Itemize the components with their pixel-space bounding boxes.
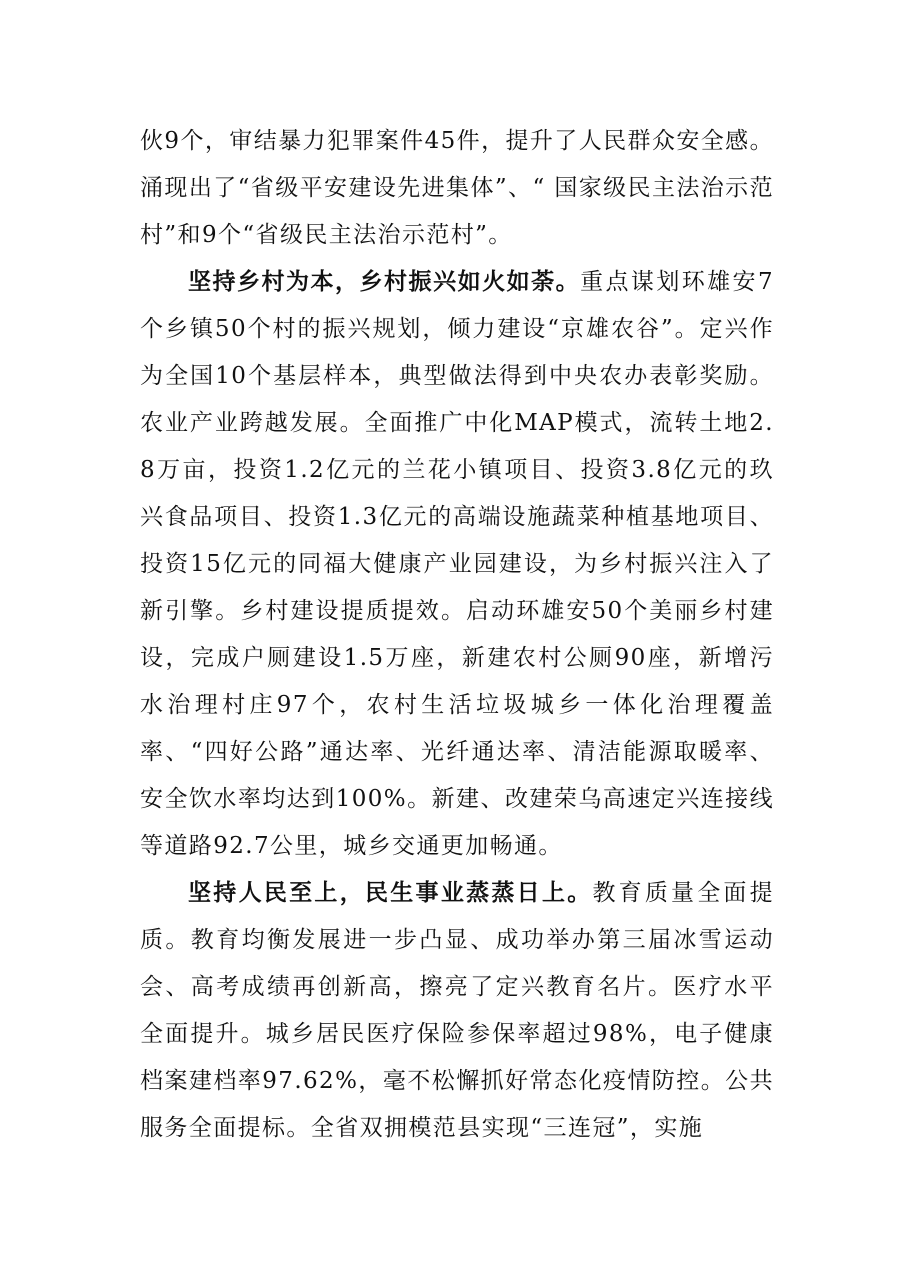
paragraph-continued — [140, 118, 774, 259]
document-body — [140, 118, 774, 1152]
paragraph-lead: 坚持人民至上，民生事业蒸蒸日上。 — [188, 880, 593, 906]
paragraph-body: 伙9个，审结暴力犯罪案件45件，提升了人民群众安全感。涌现出了“省级平安建设先进集体”、“ 国家级民主法治示范村”和9个“省级民主法治示范村”。 — [140, 128, 774, 248]
paragraph-body: 重点谋划环雄安7个乡镇50个村的振兴规划，倾力建设“京雄农谷”。定兴作为全国10个基层样本，典型做法得到中央农办表彰奖励。农业产业跨越发展。全面推广中化MAP模式，流转土地2.8万亩，投资1.2亿元的兰花小镇项目、投资3.8亿元的玖兴食品项目、投资1.3亿元的高端设施蔬菜种植基地项目、投资15亿元的同福大健康产业园建设，为乡村振兴注入了新引擎。乡村建设提质提效。启动环雄安50个美丽乡村建设，完成户厕建设1.5万座，新建农村公厕90座，新增污水治理村庄97个，农村生活垃圾城乡一体化治理覆盖率、“四好公路”通达率、光纤通达率、清洁能源取暖率、安全饮水率均达到100%。新建、改建荣乌高速定兴连接线等道路92.7公里，城乡交通更加畅通。 — [140, 269, 774, 859]
paragraph-rural-revitalization — [140, 259, 774, 870]
paragraph-people-livelihood — [140, 870, 774, 1152]
paragraph-body: 教育质量全面提质。教育均衡发展进一步凸显、成功举办第三届冰雪运动会、高考成绩再创新高，擦亮了定兴教育名片。医疗水平全面提升。城乡居民医疗保险参保率超过98%，电子健康档案建档率97.62%，毫不松懈抓好常态化疫情防控。公共服务全面提标。全省双拥模范县实现“三连冠”，实施 — [140, 880, 774, 1141]
paragraph-lead: 坚持乡村为本，乡村振兴如火如荼。 — [188, 269, 581, 295]
